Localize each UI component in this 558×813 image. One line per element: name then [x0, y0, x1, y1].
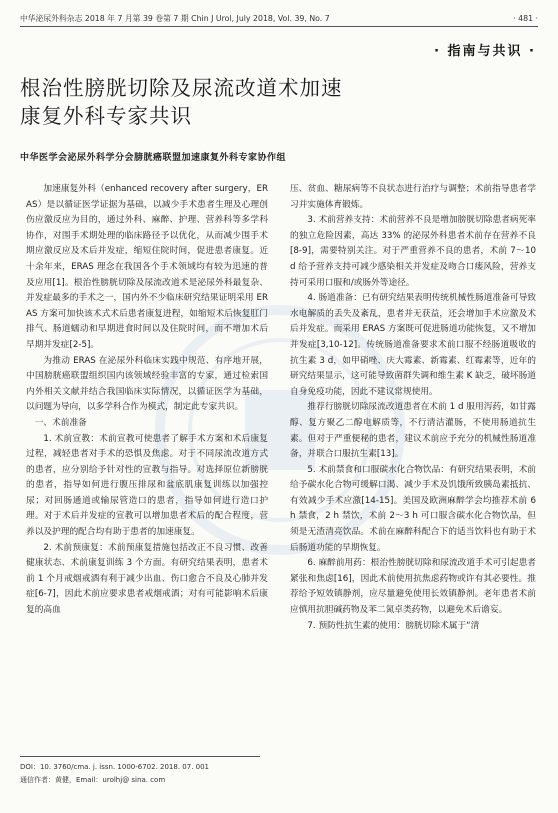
paragraph-purpose: 为推动 ERAS 在泌尿外科临床实践中规范、有序地开展，中国膀胱癌联盟组织国内该领域经验丰富的专家，通过检索国内外相关文献并结合我国临床实际情况，以循证医学为基础，以问题为导向，以多学科合作为模式，制定此专家共识。 — [26, 355, 268, 413]
title-line-1: 根治性膀胱切除及尿流改道术加速 — [20, 76, 343, 100]
right-column — [290, 182, 536, 634]
paragraph-continuation: 压、贫血、糖尿病等不良状态进行治疗与调整；术前指导患者学习并实施体育锻炼。 — [290, 184, 536, 210]
page-number: · 481 · — [513, 14, 538, 23]
footnote — [20, 756, 260, 787]
left-column — [26, 182, 268, 619]
paragraph-fasting: 5. 术前禁食和口服碳水化合物饮品：有研究结果表明，术前给予碳水化合物可缓解口渴、减少手术及饥饿所致胰岛素抵抗、有效减少手术应激[14-15]。美国及欧洲麻醉学会均推荐术前 6 h 禁食，2 h 禁饮，术前 2～3 h 可口服含碳水化合物饮品，但须是无渣清亮饮品。术前在麻醉科配合下的适当饮料也有助于术后肠道功能的早期恢复。 — [290, 464, 536, 553]
doi: DOI：10. 3760/cma. j. issn. 1000-6702. 2018. 07. 001 — [20, 763, 210, 771]
paragraph-intro: 加速康复外科（enhanced recovery after surgery，ERAS）是以循证医学证据为基础，以减少手术患者生理及心理创伤应激反应为目的，通过外科、麻醉、护理、营养科等多学科协作，对围手术期处理的临床路径予以优化，从而减少围手术期应激反应及术后并发症，缩短住院时间，促进患者康复。近十余年来，ERAS 理念在我国各个手术领域均有较为迅速的普及应用[1]。根治性膀胱切除及尿流改道术是泌尿外科最复杂、并发症最多的手术之一，国内外不少临床研究结果证明采用 ERAS 方案可加快该术式术后患者康复进程，如缩短术后恢复肛门排气、肠道蠕动和早期进食时间以及住院时间，而不增加术后早期并发症[2-5]。 — [26, 184, 268, 350]
author-group: 中华医学会泌尿外科学分会膀胱癌联盟加速康复外科专家协作组 — [20, 153, 287, 163]
paragraph-nutrition: 3. 术前营养支持：术前营养不良是增加膀胱切除患者病死率的独立危险因素，高达 33% 的泌尿外科患者术前存在营养不良[8-9]，需要特别关注。对于严重营养不良的患者，术前 7～10 d 给予营养支持可减少感染相关并发症及吻合口瘘风险，营养支持可采用口服和/或肠外等途径。 — [290, 215, 536, 288]
paragraph-antibiotics: 7. 预防性抗生素的使用：膀胱切除术属于“清 — [307, 620, 480, 631]
paragraph-prehabilitation: 2. 术前预康复：术前预康复措施包括改正不良习惯、改善健康状态、术前康复训练 3 个方面。有研究结果表明，患者术前 1 个月戒烟戒酒有利于减少出血、伤口愈合不良及心肺并发症[6-7]，因此术前应要求患者戒烟戒酒；对有可能影响术后康复的高血 — [26, 542, 268, 616]
paragraph-bowel-prep: 4. 肠道准备：已有研究结果表明传统机械性肠道准备可导致水电解质的丢失及紊乱，患者并无获益，还会增加手术应激及术后并发症。而采用 ERAS 方案既可促进肠道功能恢复，又不增加并发症[3,10-12]。传统肠道准备要求术前口服不经肠道吸收的抗生素 3 d，如甲硝唑、庆大霉素、新霉素、红霉素等，近年的研究结果显示，这可能导致菌群失调和维生素 K 缺乏，破坏肠道自身免疫功能，因此不建议常规使用。 — [290, 293, 536, 397]
corresponding-author: 通信作者：黄健，Email：urolhj@ sina. com — [20, 776, 166, 784]
section-tag: · 指南与共识 · — [434, 44, 536, 59]
journal-citation: 中华泌尿外科杂志 2018 年 7 月第 39 卷第 7 期 Chin J Urol, July 2018, Vol. 39, No. 7 — [20, 14, 330, 23]
article-title — [20, 74, 440, 130]
paragraph-education: 1. 术前宣教：术前宣教可使患者了解手术方案和术后康复过程，减轻患者对手术的恐惧及焦虑。对于不同尿流改道方式的患者，应分别给予针对性的宣教与指导。对选择原位新膀胱的患者，指导如何进行腹压排尿和盆底肌康复训练以加强控尿；对回肠通道或输尿管造口的患者，指导如何进行造口护理。对于术后并发症的宣教可以增加患者术后的配合程度，营养以及护理的配合均有助于患者的加速康复。 — [26, 433, 268, 538]
running-head — [20, 12, 538, 27]
section-heading-preop: 一、术前准备 — [34, 417, 87, 428]
paragraph-bowel-recommendation: 推荐行膀胱切除尿流改道患者在术前 1 d 服用泻药，如甘露醇、复方聚乙二醇电解质等，不行清洁灌肠，不使用肠道抗生素。但对于严重便秘的患者，建议术前应予充分的机械性肠道准备，并联合口服抗生素[13]。 — [290, 402, 536, 460]
paragraph-premedication: 6. 麻醉前用药：根治性膀胱切除和尿流改道手术可引起患者紧张和焦虑[16]，因此术前使用抗焦虑药物或许有其必要性。推荐给予短效镇静剂，应尽量避免使用长效镇静剂。老年患者术前应慎用抗胆碱药物及苯二氮卓类药物，以避免术后谵妄。 — [290, 558, 536, 616]
title-line-2: 康复外科专家共识 — [20, 104, 192, 128]
